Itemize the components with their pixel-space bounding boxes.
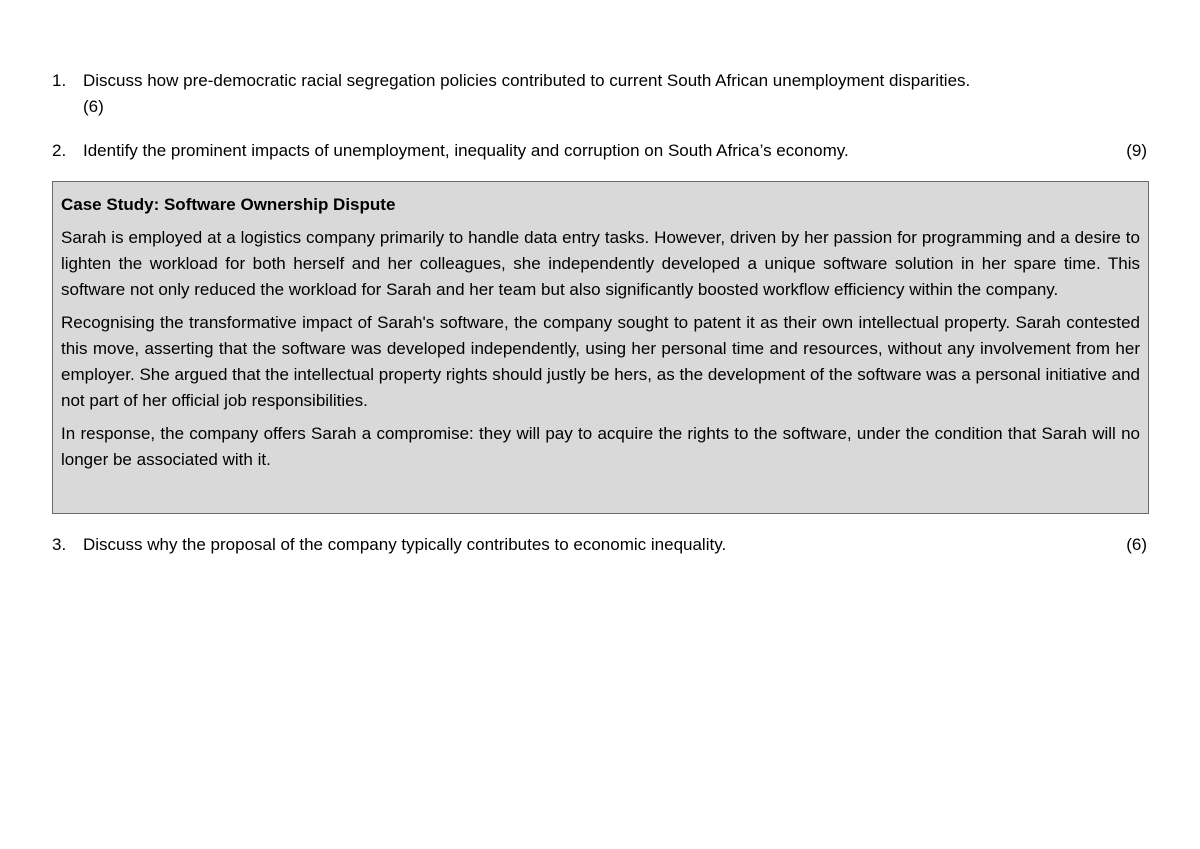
case-study-paragraph: In response, the company offers Sarah a compromise: they will pay to acquire the rights to the software, under the condition that Sarah will no longer be associated with it. bbox=[61, 424, 1140, 469]
question-number: 2. bbox=[52, 141, 67, 160]
question-number: 1. bbox=[52, 71, 67, 90]
question-number: 3. bbox=[52, 535, 67, 554]
question-text: Discuss how pre-democratic racial segregation policies contributed to current South African unemployment disparities. bbox=[83, 71, 971, 90]
question-marks: (9) bbox=[1126, 141, 1147, 160]
question-1 bbox=[52, 68, 1147, 120]
question-2 bbox=[52, 138, 1147, 164]
question-marks: (6) bbox=[83, 97, 104, 116]
question-text: Discuss why the proposal of the company typically contributes to economic inequality. bbox=[83, 535, 727, 554]
case-study-paragraph: Recognising the transformative impact of Sarah's software, the company sought to patent it as their own intellectual property. Sarah contested this move, asserting that the software was developed independently, using her personal time and resources, without any involvement from her employer. She argued that the intellectual property rights should justly be hers, as the development of the software was a personal initiative and not part of her official job responsibilities. bbox=[61, 313, 1140, 410]
question-3 bbox=[52, 532, 1147, 558]
question-marks: (6) bbox=[1126, 535, 1147, 554]
case-study-title: Case Study: Software Ownership Dispute bbox=[61, 195, 396, 214]
case-study-paragraph: Sarah is employed at a logistics company primarily to handle data entry tasks. However, driven by her passion for programming and a desire to lighten the workload for both herself and her colleagues, she independently developed a unique software solution in her spare time. This software not only reduced the workload for Sarah and her team but also significantly boosted workflow efficiency within the company. bbox=[61, 228, 1140, 299]
question-text: Identify the prominent impacts of unemployment, inequality and corruption on South Africa’s economy. bbox=[83, 141, 849, 160]
case-study-box bbox=[52, 181, 1149, 514]
